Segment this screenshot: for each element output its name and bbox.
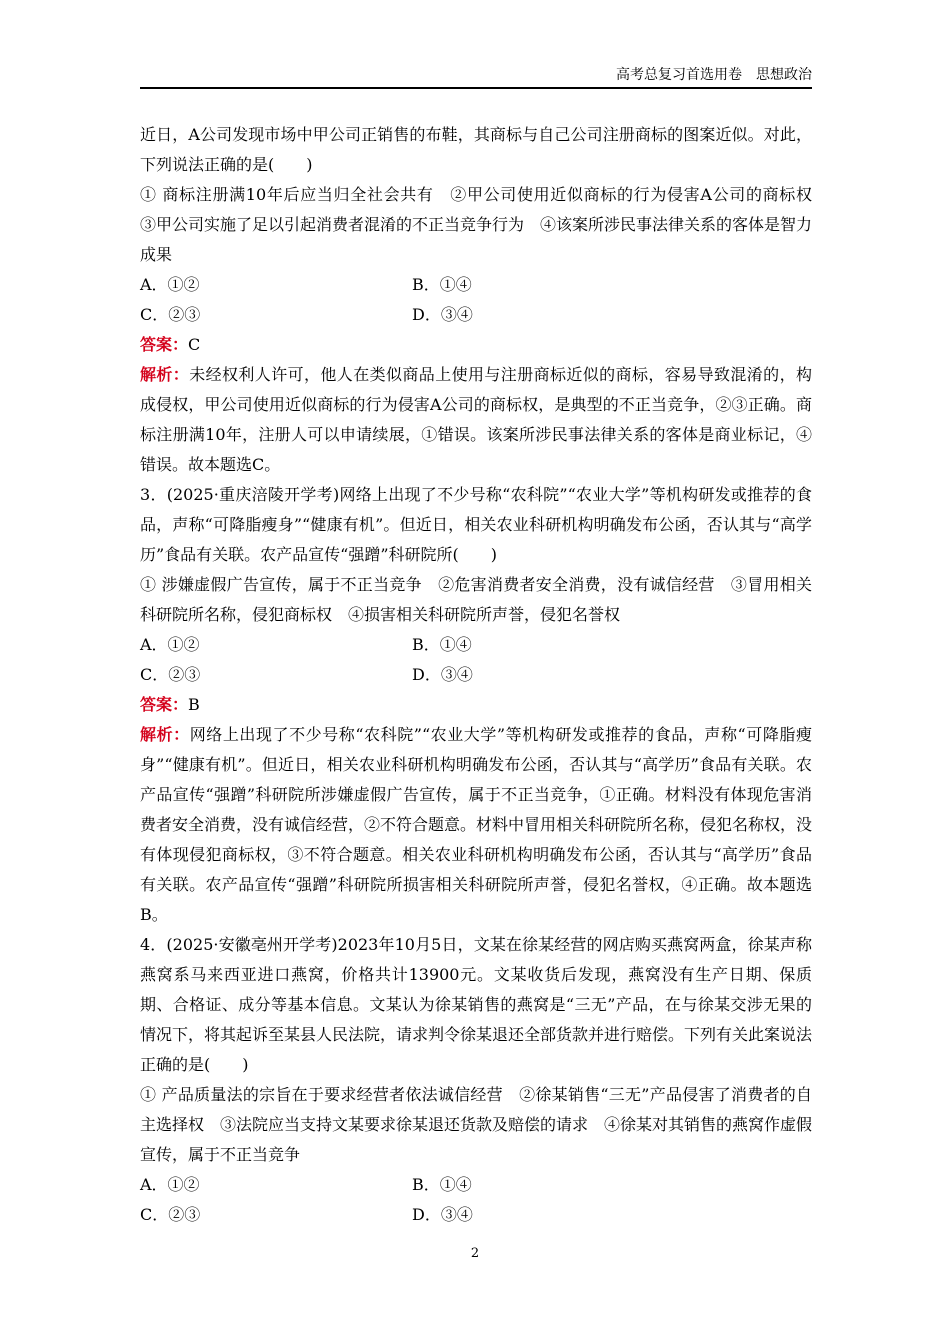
q2-stem: 近日，A公司发现市场中甲公司正销售的布鞋，其商标与自己公司注册商标的图案近似。对此，下列说法正确的是( ) [140,125,812,174]
q2-options-row-2 [140,300,812,330]
analysis-label: 解析： [140,365,190,384]
q4-stem-text: 2023年10月5日，文某在徐某经营的网店购买燕窝两盒，徐某声称燕窝系马来西亚进口燕窝，价格共计13900元。文某收货后发现，燕窝没有生产日期、保质期、合格证、成分等基本信息。文某认为徐某销售的燕窝是“三无”产品，在与徐某交涉无果的情况下，将其起诉至某县人民法院，请求判令徐某退还全部货款并进行赔偿。下列有关此案说法正确的是( ) [140,935,813,1074]
answer-label: 答案： [140,695,189,714]
q3-option-c: C．②③ [140,665,201,684]
q4-option-c: C．②③ [140,1205,201,1224]
q3-answer [140,690,812,720]
answer-value: C [188,335,201,354]
q2-option-b: B．①④ [412,275,472,294]
q3-stem-text: 网络上出现了不少号称“农科院”“农业大学”等机构研发或推荐的食品，声称“可降脂瘦身”“健康有机”。但近日，相关农业科研机构明确发布公函，否认其与“高学历”食品有关联。农产品宣传“强蹭”科研院所( ) [140,485,812,564]
q3-options-row-2 [140,660,812,690]
q2-items: ① 商标注册满10年后应当归全社会共有 ②甲公司使用近似商标的行为侵害A公司的商标权 ③甲公司实施了足以引起消费者混淆的不正当竞争行为 ④该案所涉民事法律关系的客体是智力成果 [140,185,829,264]
q4-source: (2025·安徽亳州开学考) [166,935,338,954]
q3-options-row-1 [140,630,812,660]
q4-options-row-1 [140,1170,812,1200]
q4-option-b: B．①④ [412,1175,472,1194]
q4-stem [140,930,812,1080]
analysis-text: 网络上出现了不少号称“农科院”“农业大学”等机构研发或推荐的食品，声称“可降脂瘦身”“健康有机”。但近日，相关农业科研机构明确发布公函，否认其与“高学历”食品有关联。农产品宣传“强蹭”科研院所涉嫌虚假广告宣传，属于不正当竞争，①正确。材料没有体现危害消费者安全消费，没有诚信经营，②不符合题意。材料中冒用相关科研院所名称，侵犯名称权，没有体现侵犯商标权，③不符合题意。相关农业科研机构明确发布公函，否认其与“高学历”食品有关联。农产品宣传“强蹭”科研院所损害相关科研院所声誉，侵犯名誉权，④正确。故本题选B。 [140,725,813,924]
q3-items: ① 涉嫌虚假广告宣传，属于不正当竞争 ②危害消费者安全消费，没有诚信经营 ③冒用相关科研院所名称，侵犯商标权 ④损害相关科研院所声誉，侵犯名誉权 [140,575,812,624]
analysis-text: 未经权利人许可，他人在类似商品上使用与注册商标近似的商标，容易导致混淆的，构成侵权，甲公司使用近似商标的行为侵害A公司的商标权，是典型的不正当竞争，②③正确。商标注册满10年，注册人可以申请续展，①错误。该案所涉民事法律关系的客体是商业标记，④错误。故本题选C。 [140,365,812,474]
running-header: 高考总复习首选用卷 思想政治 [616,67,812,83]
q2-option-c: C．②③ [140,305,201,324]
q3-stem [140,480,812,570]
q2-analysis [140,360,812,480]
q4-number: 4． [140,935,167,954]
q2-options-row-1 [140,270,812,300]
answer-label: 答案： [140,335,189,354]
q4-options-row-2 [140,1200,812,1230]
q4-option-d: D．③④ [412,1205,473,1224]
q3-number: 3． [140,485,167,504]
answer-value: B [188,695,200,714]
q3-option-a: A．①② [140,635,200,654]
q4-option-a: A．①② [140,1175,200,1194]
analysis-label: 解析： [140,725,190,744]
q2-option-a: A．①② [140,275,200,294]
q2-answer [140,330,812,360]
q3-option-b: B．①④ [412,635,472,654]
q3-option-d: D．③④ [412,665,473,684]
page-number: 2 [470,1246,480,1261]
q2-option-d: D．③④ [412,305,473,324]
header-rule [140,87,812,89]
q3-analysis [140,720,812,930]
q4-items: ① 产品质量法的宗旨在于要求经营者依法诚信经营 ②徐某销售“三无”产品侵害了消费者的自主选择权 ③法院应当支持文某要求徐某退还货款及赔偿的请求 ④徐某对其销售的燕窝作虚假宣传，属于不正当竞争 [140,1085,813,1164]
page-content [140,120,829,1230]
q3-source: (2025·重庆涪陵开学考) [166,485,340,504]
